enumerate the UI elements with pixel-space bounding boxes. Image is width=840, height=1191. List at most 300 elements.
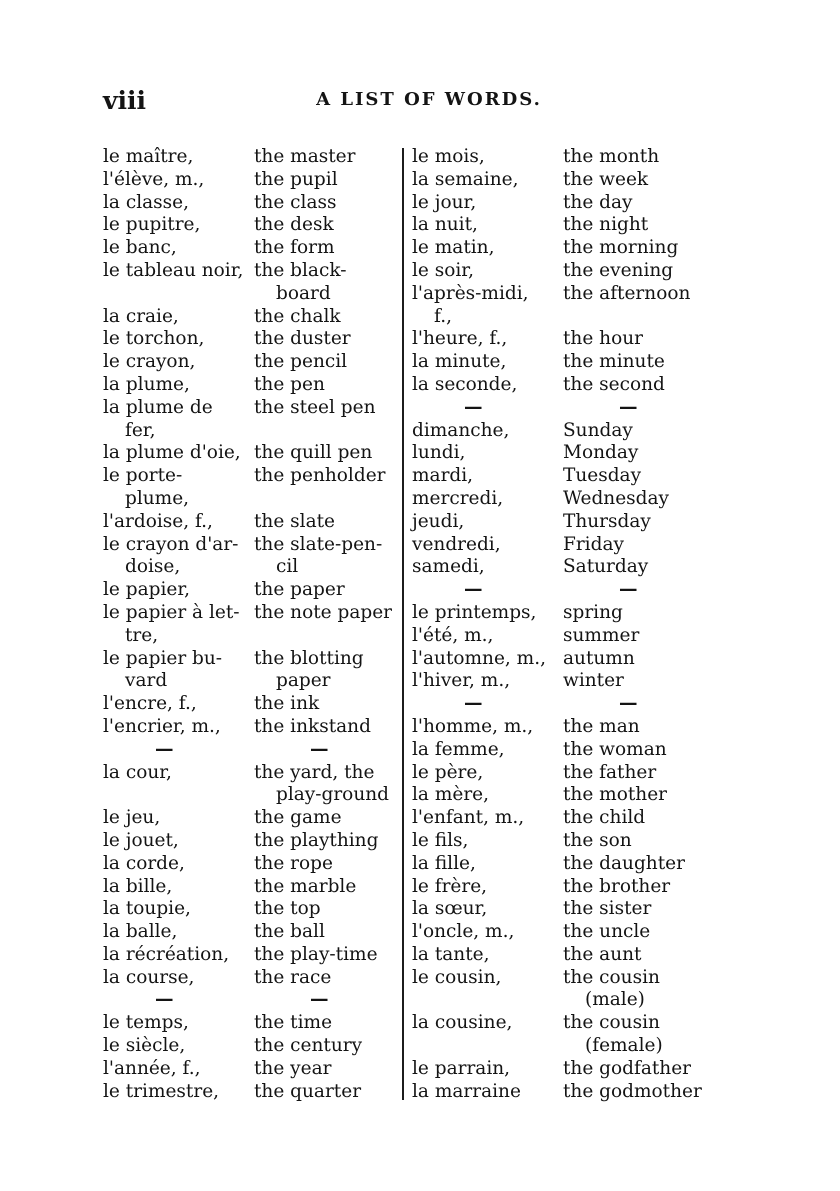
english-translation-line [563, 784, 712, 807]
english-translation [254, 693, 403, 716]
english-translation [254, 944, 403, 967]
vocab-entry [103, 944, 403, 967]
french-term [103, 693, 251, 716]
vocab-entry [412, 488, 712, 511]
french-text: le banc, [103, 237, 177, 259]
vocab-entry [103, 397, 403, 443]
english-translation [563, 739, 712, 762]
french-term [103, 762, 251, 785]
english-translation-line [563, 579, 712, 602]
english-translation-line [563, 1035, 712, 1058]
english-translation-line [563, 989, 712, 1012]
vocab-entry [103, 716, 403, 739]
english-translation [254, 146, 403, 169]
french-term-line [103, 511, 251, 534]
vocab-entry [103, 967, 403, 990]
english-translation [563, 807, 712, 830]
english-translation-line [254, 1012, 403, 1035]
french-text: le torchon, [103, 328, 205, 350]
english-text: the minute [563, 351, 665, 373]
french-term [103, 169, 251, 192]
french-term-line [412, 465, 560, 488]
vocab-entry [412, 442, 712, 465]
english-text: (female) [585, 1035, 663, 1057]
french-term-line [412, 830, 560, 853]
english-translation [254, 739, 403, 762]
french-term-line [103, 237, 251, 260]
french-term-line [103, 944, 251, 967]
french-text: tre, [125, 624, 159, 646]
english-translation-line [563, 306, 712, 329]
english-translation-line [563, 625, 712, 648]
vocab-entry [103, 921, 403, 944]
french-term [412, 898, 560, 921]
vocab-entry [412, 374, 712, 397]
french-text: le siècle, [103, 1035, 186, 1057]
section-separator [412, 693, 712, 716]
french-term [412, 670, 560, 693]
vocab-entry [103, 830, 403, 853]
english-translation [254, 579, 403, 602]
english-text: the quarter [254, 1080, 362, 1102]
french-term [103, 374, 251, 397]
english-text: the uncle [563, 921, 651, 943]
french-term-line [103, 716, 251, 739]
english-text: board [276, 282, 331, 304]
vocab-entry [412, 1081, 712, 1104]
english-translation-line [254, 511, 403, 534]
french-text: la corde, [103, 852, 185, 874]
english-text: the afternoon [563, 282, 691, 304]
english-text: the evening [563, 259, 674, 281]
english-translation [563, 397, 712, 420]
english-translation-line [563, 853, 712, 876]
english-translation [563, 716, 712, 739]
vocab-entry [103, 306, 403, 329]
english-translation [563, 625, 712, 648]
english-text: the top [254, 898, 321, 920]
english-translation-line [563, 967, 712, 990]
english-translation-line [563, 898, 712, 921]
french-text: la plume de [103, 396, 213, 418]
vocab-entry [412, 214, 712, 237]
english-translation-line [254, 579, 403, 602]
vocab-entry [103, 192, 403, 215]
english-translation [563, 579, 712, 602]
french-term-line [412, 420, 560, 443]
english-translation [254, 1081, 403, 1104]
english-translation [563, 876, 712, 899]
french-term [103, 442, 251, 465]
english-translation [254, 192, 403, 215]
french-term-line [412, 739, 560, 762]
french-term [412, 967, 560, 990]
french-text: l'après-midi, [412, 282, 529, 304]
vocab-entry [103, 442, 403, 465]
english-translation [563, 351, 712, 374]
english-text: Sunday [563, 419, 633, 441]
english-translation [563, 1081, 712, 1104]
french-text: samedi, [412, 556, 485, 578]
english-translation-line [563, 762, 712, 785]
french-term-line [412, 784, 560, 807]
english-text: the penholder [254, 465, 386, 487]
english-translation [254, 397, 403, 443]
english-translation [254, 716, 403, 739]
french-term [412, 146, 560, 169]
english-text: the steel pen [254, 396, 376, 418]
english-text: the paper [254, 579, 345, 601]
english-translation-line [563, 169, 712, 192]
english-text: the second [563, 373, 665, 395]
french-text: la classe, [103, 191, 189, 213]
french-term-line [103, 214, 251, 237]
french-term-line [103, 442, 251, 465]
english-text: the marble [254, 875, 357, 897]
english-text: the master [254, 146, 356, 167]
french-text: mercredi, [412, 487, 504, 509]
english-text: the slate [254, 510, 336, 532]
french-text: plume, [125, 487, 190, 509]
english-translation [563, 420, 712, 443]
french-term [103, 579, 251, 602]
english-translation-line [254, 351, 403, 374]
vocab-entry [103, 214, 403, 237]
french-term-line [103, 1035, 251, 1058]
french-term-line [412, 374, 560, 397]
french-term [103, 807, 251, 830]
english-translation [254, 807, 403, 830]
french-text: la fille, [412, 852, 476, 874]
english-translation [254, 1058, 403, 1081]
english-translation-line [254, 921, 403, 944]
english-translation [254, 830, 403, 853]
french-term-line [412, 442, 560, 465]
french-text: vard [125, 670, 168, 692]
french-term-line [412, 762, 560, 785]
french-term [412, 716, 560, 739]
english-translation-line [254, 260, 403, 283]
english-translation [563, 921, 712, 944]
french-term [103, 967, 251, 990]
french-term-line [412, 556, 560, 579]
french-text: l'heure, f., [412, 328, 508, 350]
french-term-line [103, 579, 251, 602]
english-translation-line [254, 146, 403, 169]
vocab-entry [412, 944, 712, 967]
french-term-line [412, 602, 560, 625]
english-translation-line [563, 556, 712, 579]
english-translation [563, 556, 712, 579]
french-term-line [103, 739, 251, 762]
english-text: the sister [563, 898, 652, 920]
french-term-line [412, 169, 560, 192]
english-text: the daughter [563, 852, 685, 874]
english-text: the note paper [254, 601, 393, 623]
french-term [412, 625, 560, 648]
french-term [103, 465, 251, 511]
english-translation-line [563, 693, 712, 716]
french-text: lundi, [412, 442, 466, 464]
running-head-title: A LIST OF WORDS. [316, 89, 542, 110]
english-translation-line [254, 534, 403, 557]
english-translation-line [254, 944, 403, 967]
french-text: l'encrier, m., [103, 715, 221, 737]
french-text: la nuit, [412, 214, 478, 236]
english-text: the plaything [254, 829, 379, 851]
english-translation-line [563, 1058, 712, 1081]
french-term [103, 192, 251, 215]
french-term-line [103, 465, 251, 488]
english-text: the yard, the [254, 761, 375, 783]
french-text: la femme, [412, 738, 505, 760]
french-term-line [412, 1058, 560, 1081]
english-translation [254, 214, 403, 237]
vocab-entry [412, 260, 712, 283]
french-text: l'homme, m., [412, 715, 534, 737]
french-text: la semaine, [412, 168, 519, 190]
english-text: the pen [254, 373, 325, 395]
french-term-line [412, 146, 560, 169]
french-term-line [103, 693, 251, 716]
french-term-line [103, 306, 251, 329]
french-term-line [412, 237, 560, 260]
english-translation-line [254, 192, 403, 215]
vocab-entry [103, 807, 403, 830]
english-translation-line [563, 944, 712, 967]
english-text: the cousin [563, 1012, 660, 1034]
vocab-entry [412, 511, 712, 534]
french-term-line [103, 853, 251, 876]
french-text: le mois, [412, 146, 485, 167]
vocab-entry [103, 762, 403, 808]
french-term-line [103, 762, 251, 785]
french-term [103, 306, 251, 329]
english-translation-line [563, 876, 712, 899]
english-translation-line [563, 465, 712, 488]
french-term [412, 1012, 560, 1035]
french-term [412, 602, 560, 625]
english-translation [254, 602, 403, 648]
english-text: the man [563, 715, 640, 737]
english-translation [254, 921, 403, 944]
french-term [412, 511, 560, 534]
english-translation [563, 1012, 712, 1058]
english-translation-line [254, 739, 403, 762]
french-text: le jour, [412, 191, 477, 213]
vocab-entry [103, 328, 403, 351]
french-text: la récréation, [103, 943, 230, 965]
section-separator [412, 397, 712, 420]
english-translation [254, 465, 403, 511]
french-term [103, 1035, 251, 1058]
section-separator [412, 579, 712, 602]
french-term-line [103, 807, 251, 830]
french-text: le matin, [412, 237, 495, 259]
french-text: jeudi, [412, 510, 465, 532]
vocab-entry [103, 579, 403, 602]
french-term [412, 214, 560, 237]
french-text: la craie, [103, 305, 179, 327]
french-text: le jeu, [103, 807, 161, 829]
english-text: the mother [563, 784, 667, 806]
english-text: the pencil [254, 351, 348, 373]
french-text: f., [434, 305, 452, 327]
english-translation-line [254, 442, 403, 465]
section-separator [103, 739, 403, 762]
vocab-entry [103, 534, 403, 580]
french-text: le trimestre, [103, 1080, 220, 1102]
vocab-entry [103, 898, 403, 921]
french-text: la cour, [103, 761, 172, 783]
french-text: l'ardoise, f., [103, 510, 213, 532]
french-text: l'automne, m., [412, 647, 546, 669]
french-term-line [103, 648, 251, 671]
english-translation [254, 1035, 403, 1058]
english-translation-line [254, 556, 403, 579]
french-term-line [103, 670, 251, 693]
english-translation [563, 214, 712, 237]
french-text: le papier bu- [103, 647, 223, 669]
vocab-entry [412, 283, 712, 329]
french-text: la balle, [103, 921, 178, 943]
english-translation-line [563, 648, 712, 671]
french-term [103, 534, 251, 580]
english-text: the morning [563, 237, 679, 259]
french-term [412, 260, 560, 283]
french-term-line [103, 534, 251, 557]
english-text: the ink [254, 693, 320, 715]
english-translation [254, 442, 403, 465]
english-translation [254, 351, 403, 374]
french-text: le crayon d'ar- [103, 533, 239, 555]
french-text: la bille, [103, 875, 173, 897]
french-term [103, 898, 251, 921]
english-translation-line [563, 1081, 712, 1104]
english-translation-line [254, 648, 403, 671]
french-term-line [412, 260, 560, 283]
english-translation [563, 328, 712, 351]
english-text: the slate-pen- [254, 533, 383, 555]
english-translation-line [563, 716, 712, 739]
vocabulary-column-right [412, 146, 712, 1103]
english-translation-line [254, 374, 403, 397]
english-translation [563, 648, 712, 671]
english-text: the desk [254, 214, 334, 236]
vocab-entry [412, 716, 712, 739]
vocab-entry [103, 1012, 403, 1035]
vocab-entry [412, 420, 712, 443]
english-text: the brother [563, 875, 671, 897]
english-translation-line [563, 192, 712, 215]
separator-dash: — [310, 989, 329, 1011]
english-text: cil [276, 556, 299, 578]
english-translation [563, 283, 712, 329]
english-text: autumn [563, 647, 635, 669]
english-translation [563, 1058, 712, 1081]
french-text: le soir, [412, 259, 474, 281]
english-text: Thursday [563, 510, 651, 532]
french-text: la plume, [103, 373, 190, 395]
separator-dash: — [155, 738, 174, 760]
english-translation-line [254, 420, 403, 443]
french-term-line [103, 397, 251, 420]
french-term [103, 146, 251, 169]
english-translation [254, 374, 403, 397]
french-term-line [103, 1081, 251, 1104]
english-text: the blotting [254, 647, 364, 669]
french-text: le jouet, [103, 829, 179, 851]
english-translation [563, 146, 712, 169]
english-translation [254, 648, 403, 694]
english-translation-line [563, 739, 712, 762]
english-text: paper [276, 670, 331, 692]
separator-dash: — [619, 579, 638, 601]
english-text: the duster [254, 328, 351, 350]
french-term [103, 397, 251, 443]
english-text: Friday [563, 533, 624, 555]
english-translation-line [254, 784, 403, 807]
english-text: the month [563, 146, 660, 167]
french-term [412, 739, 560, 762]
french-term [103, 830, 251, 853]
french-term-line [412, 670, 560, 693]
vocab-entry [103, 465, 403, 511]
vocab-entry [103, 169, 403, 192]
french-text: fer, [125, 419, 156, 441]
french-text: la course, [103, 966, 195, 988]
french-term [412, 534, 560, 557]
french-term [103, 328, 251, 351]
separator-dash: — [464, 579, 483, 601]
french-text: l'élève, m., [103, 168, 205, 190]
english-translation [563, 693, 712, 716]
english-translation [563, 762, 712, 785]
vocab-entry [412, 534, 712, 557]
english-translation-line [563, 534, 712, 557]
english-text: (male) [585, 989, 645, 1011]
french-term-line [412, 351, 560, 374]
french-text: le fils, [412, 829, 469, 851]
french-term [412, 374, 560, 397]
french-text: le crayon, [103, 351, 196, 373]
vocab-entry [103, 853, 403, 876]
french-term [103, 853, 251, 876]
french-term-line [103, 146, 251, 169]
vocab-entry [412, 853, 712, 876]
english-translation [563, 260, 712, 283]
vocab-entry [103, 374, 403, 397]
french-term [412, 1081, 560, 1104]
english-translation-line [563, 146, 712, 169]
french-term-line [103, 192, 251, 215]
english-translation-line [254, 670, 403, 693]
english-translation [254, 306, 403, 329]
french-term [412, 351, 560, 374]
french-term-line [103, 420, 251, 443]
french-term-line [103, 169, 251, 192]
french-term [103, 214, 251, 237]
vocab-entry [412, 328, 712, 351]
vocab-entry [103, 237, 403, 260]
english-translation [254, 328, 403, 351]
french-term [103, 602, 251, 648]
french-text: dimanche, [412, 419, 510, 441]
french-term-line [412, 328, 560, 351]
french-term [412, 397, 560, 420]
vocab-entry [412, 921, 712, 944]
english-translation [254, 967, 403, 990]
